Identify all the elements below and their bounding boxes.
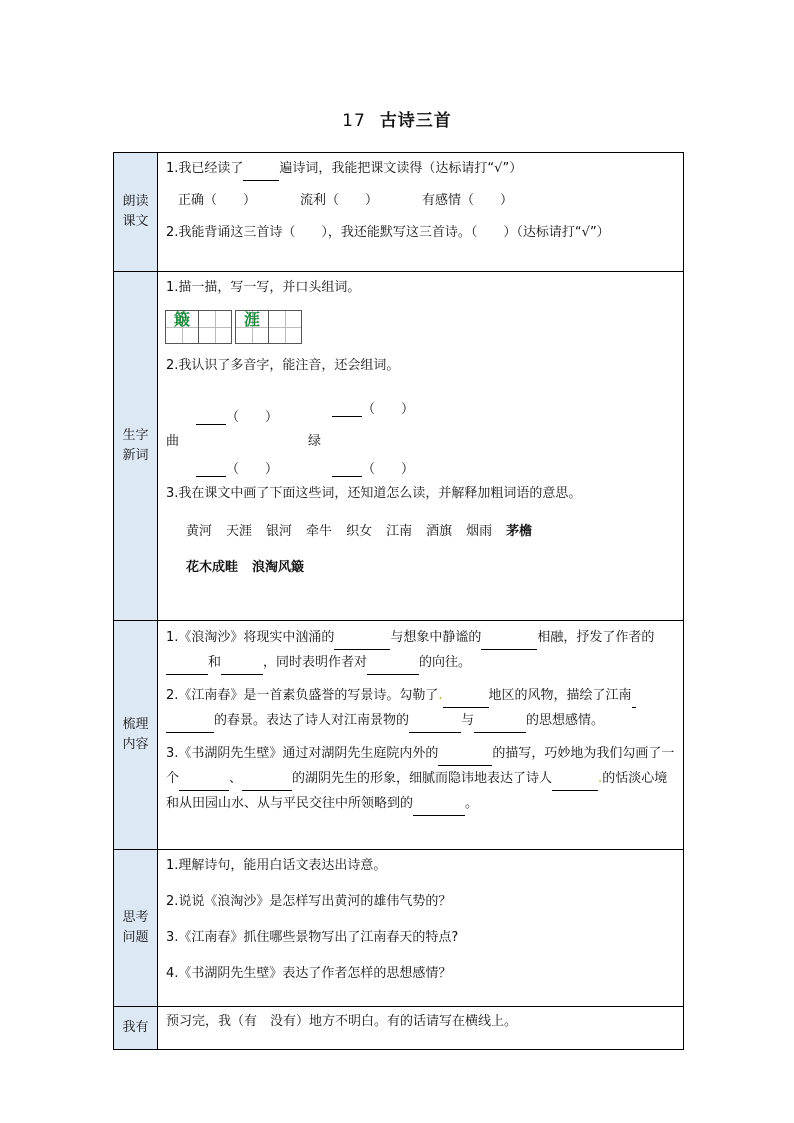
word-item: 酒旗 (426, 524, 453, 539)
have-text: 预习完，我（有 没有）地方不明白。有的话请写在横线上。 (166, 1014, 518, 1029)
label-text: 朗读 课文 (122, 194, 149, 229)
pinyin-blank[interactable] (332, 400, 362, 417)
section-chars (114, 272, 684, 621)
reading-options (166, 189, 675, 221)
reading-text: 2.我能背诵这三首诗（ ），我还能默写这三首诗。（ ）（达标请打“ (166, 225, 582, 240)
poly-1-upper (196, 406, 278, 425)
word-item: 黄河 (186, 524, 213, 539)
sort-text: 3.《书湖阴先生壁》通过对湖阴先生庭院内外的 (166, 746, 439, 761)
sort-text: 地区的风物，描绘了江南 (488, 688, 632, 703)
grid-cell[interactable] (198, 310, 232, 344)
word-item: 牵牛 (306, 524, 333, 539)
pinyin-blank[interactable] (332, 460, 362, 477)
section-label-chars (114, 272, 158, 621)
chars-question-3: 3.我在课文中画了下面这些词，还知道怎么读，并解释加粗词语的意思。 (166, 486, 582, 501)
bold-word: 茅檐 (506, 524, 533, 539)
dot-mark: . (598, 771, 603, 786)
poly-char-qu: 曲 (166, 434, 180, 449)
poly-2-upper (332, 398, 414, 417)
fill-blank[interactable] (409, 716, 461, 733)
sort-text: 相融，抒发了作者的 (537, 630, 655, 645)
section-content-sort (158, 621, 684, 850)
grid-cell[interactable] (268, 310, 302, 344)
option-emotional[interactable]: 有感情（ ） (422, 193, 514, 208)
sort-text: 。 (465, 796, 479, 811)
label-text: 生字 新词 (122, 428, 149, 463)
label-text: 思考 问题 (122, 910, 149, 945)
reading-text: ”） (502, 161, 523, 176)
section-sort (114, 621, 684, 850)
sort-text: 、 (229, 771, 243, 786)
reading-line-1 (166, 157, 675, 189)
sort-paragraph-3 (166, 741, 675, 816)
fill-blank[interactable] (367, 658, 419, 675)
reading-line-2 (166, 221, 675, 253)
lesson-number: 17 (342, 111, 366, 131)
fill-blank[interactable] (334, 633, 390, 650)
chars-question-2: 2.我认识了多音字，能注音，还会组词。 (166, 358, 400, 373)
fill-blank[interactable] (221, 658, 263, 675)
sort-text: 和 (208, 655, 222, 670)
pinyin-blank[interactable] (196, 460, 226, 477)
word-item: 江南 (386, 524, 413, 539)
lesson-title: 古诗三首 (379, 111, 452, 131)
sort-text: 的思想感情。 (526, 713, 605, 728)
page-title (0, 106, 794, 131)
fill-blank[interactable] (632, 691, 636, 708)
reading-text: 1.我已经读了 (166, 161, 244, 176)
reading-text: 遍诗词，我能把课文读得（达标请打“ (279, 161, 495, 176)
word-item: 天涯 (226, 524, 253, 539)
fill-blank[interactable] (438, 749, 492, 766)
fill-blank[interactable] (166, 716, 214, 733)
check-mark: √ (581, 225, 590, 240)
writing-grid-1 (166, 310, 232, 344)
sort-text: 的恬淡心境和从田园山水、从与平民交往中所领略到的 (166, 771, 668, 811)
section-label-think (114, 850, 158, 1007)
writing-grids (166, 310, 675, 344)
fill-blank[interactable] (552, 774, 598, 791)
think-question-2: 2.说说《浪淘沙》是怎样写出黄河的雄伟气势的？ (166, 894, 452, 909)
option-correct[interactable]: 正确（ ） (178, 193, 257, 208)
section-label-reading (114, 153, 158, 272)
sort-text: ，同时表明作者对 (263, 655, 368, 670)
sort-paragraph-2 (166, 683, 675, 733)
dot-mark: . (438, 688, 443, 703)
fill-blank[interactable] (481, 633, 537, 650)
sort-text: 的描写，巧妙地为我们勾画了一个 (166, 746, 675, 786)
fill-blank[interactable] (413, 799, 465, 816)
grid-cell[interactable] (235, 310, 269, 344)
think-question-3: 3.《江南春》抓住哪些景物写出了江南春天的特点? (166, 930, 459, 945)
sort-text: 与 (461, 713, 475, 728)
trace-char: 簸 (173, 310, 190, 329)
sort-text: 的春景。表达了诗人对江南景物的 (214, 713, 410, 728)
fill-blank[interactable] (179, 774, 229, 791)
section-content-chars (158, 272, 684, 621)
section-content-have (158, 1007, 684, 1050)
word-paren: （ ） (226, 410, 279, 425)
label-text: 梳理 内容 (122, 717, 149, 752)
polyphone-area (166, 386, 675, 482)
word-item: 烟雨 (466, 524, 493, 539)
sort-text: 与想象中静谧的 (390, 630, 482, 645)
trace-char: 涯 (243, 310, 260, 329)
sort-text: 的向往。 (419, 655, 472, 670)
word-item: 银河 (266, 524, 293, 539)
section-have (114, 1007, 684, 1050)
think-question-1: 1.理解诗句，能用白话文表达出诗意。 (166, 858, 387, 873)
sort-paragraph-1 (166, 625, 675, 675)
check-mark: √ (494, 161, 503, 176)
section-label-sort (114, 621, 158, 850)
poly-2-lower (332, 458, 414, 477)
fill-blank[interactable] (443, 691, 489, 708)
label-text: 我有 (122, 1020, 149, 1035)
section-label-have (114, 1007, 158, 1050)
worksheet-table (113, 152, 684, 1050)
poly-char-lv: 绿 (308, 434, 322, 449)
word-item: 织女 (346, 524, 373, 539)
chars-question-1: 1.描一描，写一写，并口头组词。 (166, 280, 361, 295)
pinyin-blank[interactable] (196, 408, 226, 425)
section-think (114, 850, 684, 1007)
word-list-row-2 (166, 550, 675, 586)
section-reading (114, 153, 684, 272)
sort-text: 1.《浪淘沙》将现实中汹涌的 (166, 630, 335, 645)
section-content-reading (158, 153, 684, 272)
writing-grid-2 (236, 310, 302, 344)
fill-blank[interactable] (242, 774, 292, 791)
fill-blank[interactable] (166, 658, 208, 675)
word-list-row-1 (166, 514, 675, 550)
word-paren: （ ） (226, 462, 279, 477)
word-paren: （ ） (362, 462, 415, 477)
grid-cell[interactable] (165, 310, 199, 344)
section-content-think (158, 850, 684, 1007)
poly-1-lower (196, 458, 278, 477)
reading-text: ”） (589, 225, 610, 240)
think-question-4: 4.《书湖阴先生壁》表达了作者怎样的思想感情？ (166, 966, 452, 981)
sort-text: 的湖阴先生的形象，细腻而隐讳地表达了诗人 (292, 771, 553, 786)
read-count-blank[interactable] (243, 164, 279, 181)
sort-text: 2.《江南春》是一首素负盛誉的写景诗。勾勒了 (166, 688, 439, 703)
bold-word: 浪淘风簸 (252, 560, 305, 575)
bold-word: 花木成畦 (186, 560, 239, 575)
fill-blank[interactable] (474, 716, 526, 733)
option-fluent[interactable]: 流利（ ） (300, 193, 379, 208)
word-paren: （ ） (362, 402, 415, 417)
